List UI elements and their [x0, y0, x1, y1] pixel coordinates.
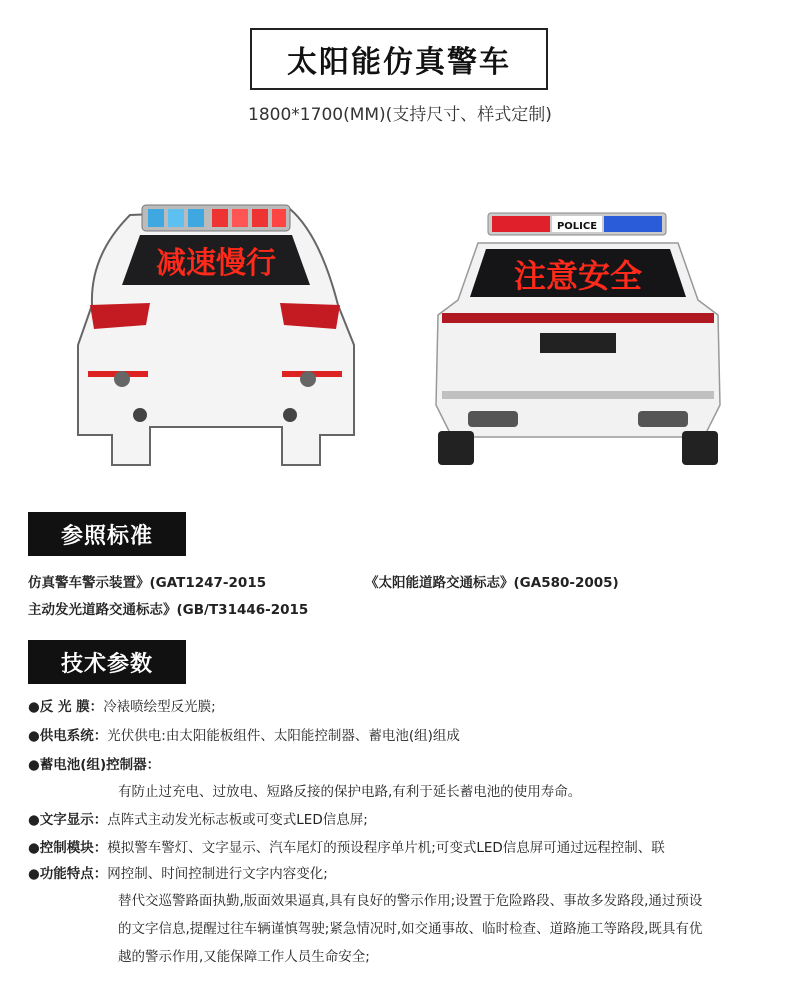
- right-led-sign: 注意安全: [513, 257, 643, 295]
- standard-item: 仿真警车警示装置》(GAT1247-2015: [28, 575, 267, 591]
- police-roof-label: POLICE: [556, 221, 598, 232]
- param-row: [118, 780, 581, 800]
- param-value: 光伏供电:由太阳能板组件、太阳能控制器、蓄电池(组)组成: [107, 728, 460, 744]
- param-row: [28, 836, 665, 856]
- param-key: ●供电系统：: [28, 728, 108, 744]
- param-key: ●文字显示：: [28, 812, 108, 828]
- param-continuation: 越的警示作用,又能保障工作人员生命安全;: [118, 949, 370, 965]
- license-plate: [540, 333, 616, 353]
- param-key: ●蓄电池(组)控制器：: [28, 757, 161, 773]
- param-key: ●反 光 膜：: [28, 699, 104, 715]
- param-value: 冷裱喷绘型反光膜;: [103, 699, 216, 715]
- param-value: 网控制、时间控制进行文字内容变化;: [107, 866, 328, 882]
- standard-item: 主动发光道路交通标志》(GB/T31446-2015: [28, 602, 309, 618]
- param-value: 有防止过充电、过放电、短路反接的保护电路,有利于延长蓄电池的使用寿命。: [118, 784, 582, 800]
- standards-heading: 参照标准: [28, 512, 186, 556]
- params-heading: 技术参数: [28, 640, 186, 684]
- param-row: [28, 862, 328, 882]
- title-box: [250, 28, 548, 90]
- param-key: ●控制模块：: [28, 840, 108, 856]
- param-row: [28, 808, 368, 828]
- param-row: [28, 753, 160, 773]
- param-row: [28, 724, 460, 744]
- param-continuation: 替代交巡警路面执勤,版面效果逼真,具有良好的警示作用;设置于危险路段、事故多发路段,通过预设: [118, 893, 703, 909]
- right-police-car-image: [428, 205, 728, 470]
- page-title: 太阳能仿真警车: [287, 45, 511, 80]
- standard-item: 《太阳能道路交通标志》(GA580-2005): [365, 575, 619, 591]
- param-key: ●功能特点：: [28, 866, 108, 882]
- right-light-bar: [488, 213, 666, 235]
- left-police-car-image: [70, 195, 360, 470]
- param-row: [28, 695, 216, 715]
- left-led-sign: 减速慢行: [156, 246, 276, 281]
- param-value: 模拟警车警灯、文字显示、汽车尾灯的预设程序单片机;可变式LED信息屏可通过远程控制、联: [107, 840, 665, 856]
- param-continuation: 的文字信息,提醒过往车辆谨慎驾驶;紧急情况时,如交通事故、临时检查、道路施工等路段,既具有优: [118, 921, 703, 937]
- left-light-bar: [142, 205, 290, 231]
- param-value: 点阵式主动发光标志板或可变式LED信息屏;: [107, 812, 368, 828]
- page-subtitle: 1800*1700(MM)(支持尺寸、样式定制): [248, 105, 552, 125]
